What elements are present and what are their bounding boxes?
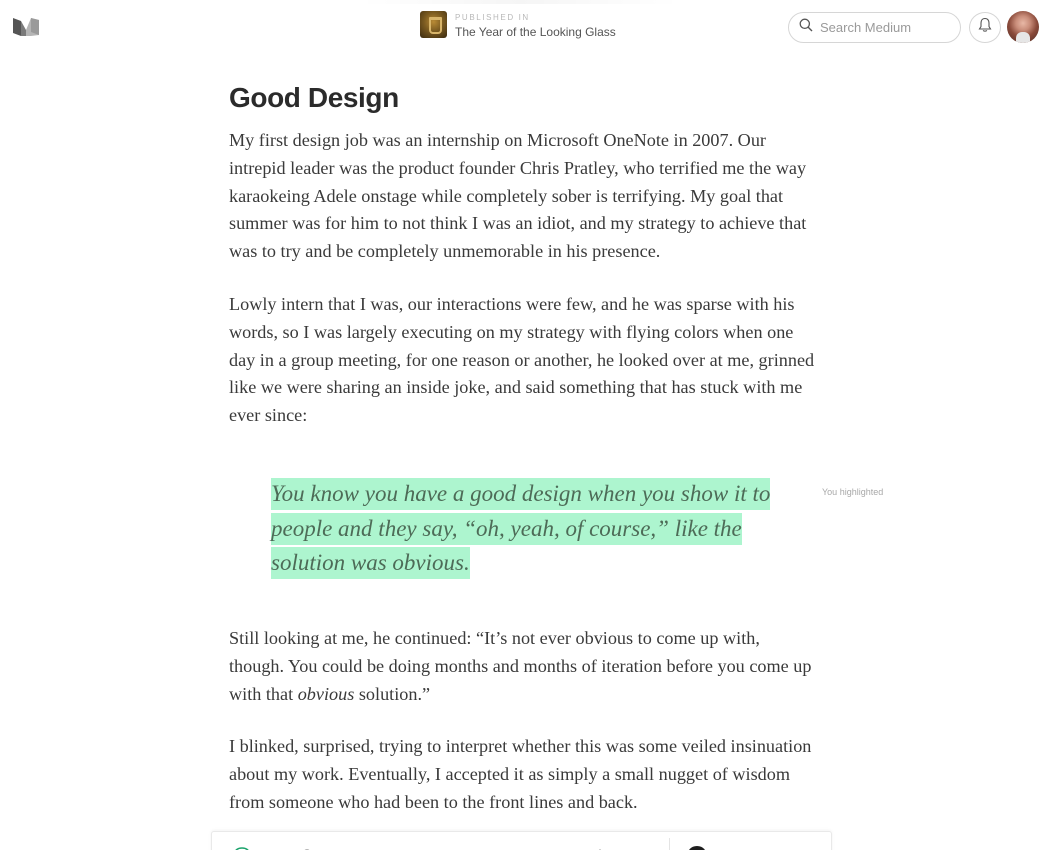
clap-icon[interactable]: [232, 846, 252, 850]
top-navigation-bar: [0, 0, 1040, 55]
publication-link[interactable]: [420, 11, 616, 38]
article-paragraph: [229, 625, 819, 708]
article-paragraph: My first design job was an internship on Microsoft OneNote in 2007. Our intrepid leader was the product founder Chris Pratley, who terrified me the way karaokeing Adele onstage while completely sober is terrifying. My goal that summer was for him to not think I was an idiot, and my strategy to achieve that was to try and be completely unmemorable in his presence.: [229, 130, 807, 262]
search-box[interactable]: [788, 12, 961, 43]
author-avatar[interactable]: [686, 844, 708, 850]
bookmark-icon[interactable]: [630, 846, 644, 850]
medium-logo-icon[interactable]: [12, 15, 40, 37]
publication-thumbnail: [420, 11, 447, 38]
article-paragraph: Lowly intern that I was, our interactions were few, and he was sparse with his words, so I was largely executing on my strategy with flying colors when one day in a group meeting, for one reason or another, he looked over at me, grinned like we were sharing an inside joke, and said something that has stuck with me ever since:: [229, 294, 815, 426]
user-avatar[interactable]: [1007, 11, 1039, 43]
search-icon: [799, 18, 813, 37]
share-icon[interactable]: [594, 846, 606, 850]
article-paragraph: I blinked, surprised, trying to interpret whether this was some veiled insinuation about my work. Eventually, I accepted it as simply a small nugget of wisdom from someone who had been to the front lines and back.: [229, 736, 812, 812]
article-title: Good Design: [229, 82, 399, 113]
notifications-button[interactable]: [969, 12, 1001, 43]
emphasized-text: obvious: [297, 683, 355, 704]
bell-icon: [978, 17, 992, 38]
published-in-label: PUBLISHED IN: [455, 12, 530, 22]
comment-icon[interactable]: [300, 846, 314, 850]
highlighted-text[interactable]: You know you have a good design when you show it to people and they say, “oh, yeah, of course,” like the solution was obvious.: [271, 478, 770, 579]
divider: [669, 838, 670, 850]
scroll-shadow: [360, 0, 680, 4]
paragraph-text: solution.”: [354, 683, 431, 704]
search-input[interactable]: [820, 20, 950, 35]
you-highlighted-note: You highlighted: [822, 487, 884, 497]
publication-name[interactable]: The Year of the Looking Glass: [455, 24, 616, 39]
article-action-bar: [211, 831, 832, 850]
pull-quote[interactable]: [271, 477, 801, 581]
paragraph-text: Still looking at me, he continued: “It’s not ever obvious to come up with, though. You could be doing months and months of iteration before you come up with that: [229, 628, 812, 704]
